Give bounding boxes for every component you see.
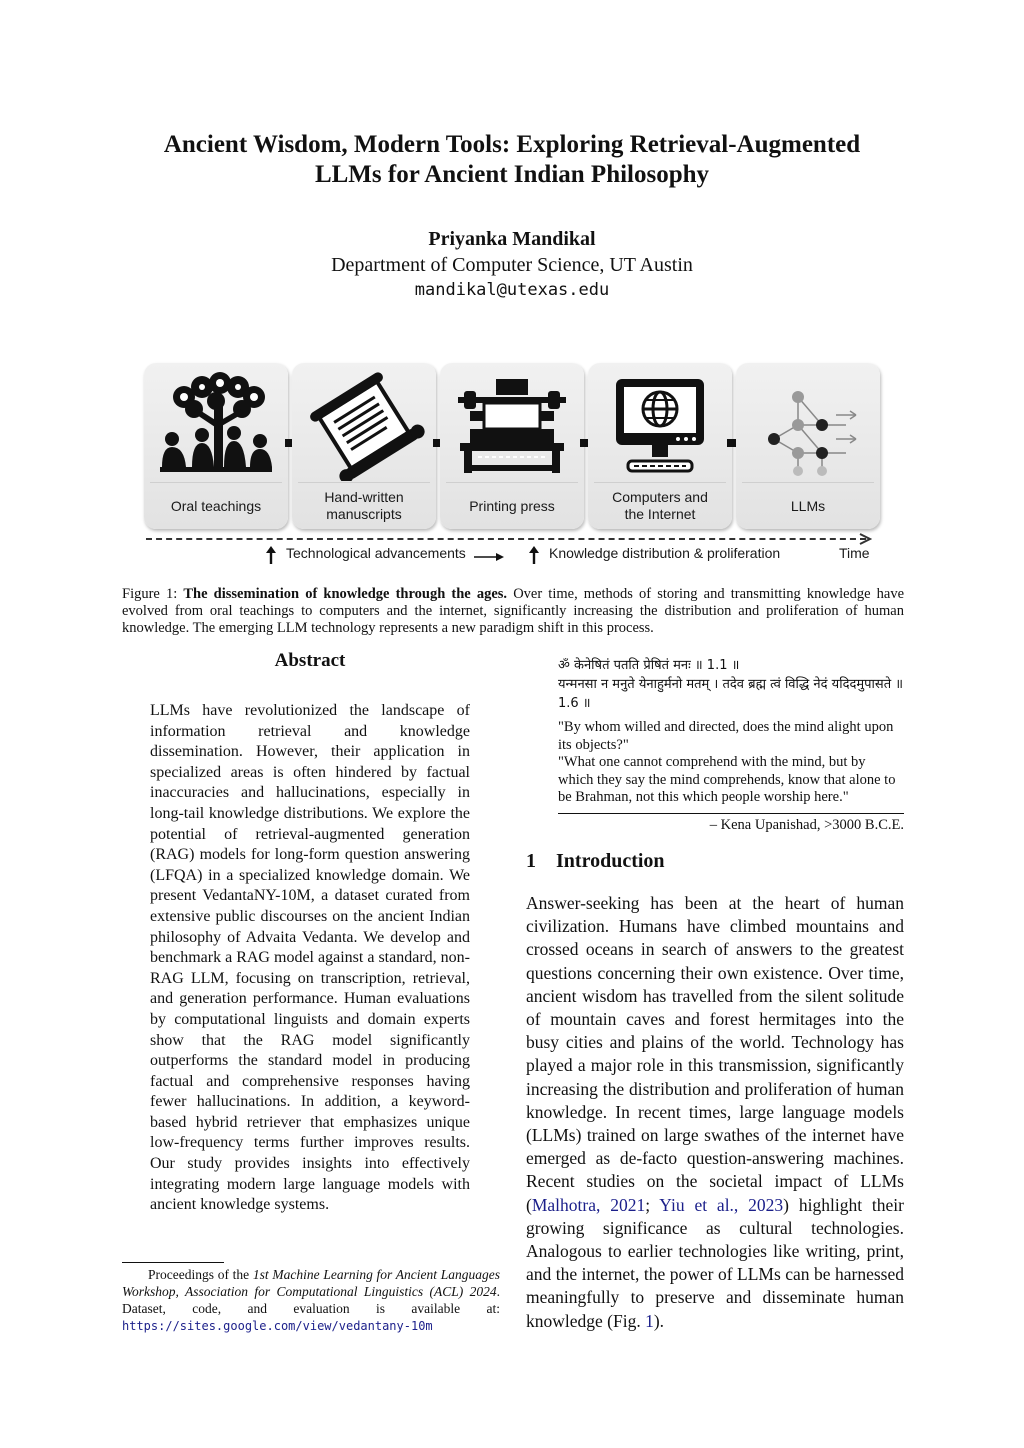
introduction-body (526, 892, 904, 1333)
footnote-url-link[interactable]: https://sites.google.com/view/vedantany-10m (122, 1319, 433, 1333)
scroll-icon (302, 369, 426, 481)
citation-yiu-link[interactable]: Yiu et al., 2023 (659, 1194, 784, 1215)
stage-printing-press (440, 363, 584, 529)
stage-label-manuscripts: Hand-written manuscripts (324, 489, 404, 522)
paper-title-line-2: LLMs for Ancient Indian Philosophy (314, 161, 710, 188)
footnote (122, 1266, 500, 1335)
footnote-suffix: . Dataset, code, and evaluation is available at: (122, 1284, 500, 1316)
stage-label-oral-teachings: Oral teachings (170, 497, 262, 514)
long-right-arrow-icon (474, 552, 504, 562)
stage-oral-teachings (144, 363, 288, 529)
citation-malhotra-link[interactable]: Malhotra, 2021 (531, 1194, 646, 1215)
time-axis (146, 538, 866, 540)
quote-1: "By whom willed and directed, does the mind alight upon its objects?" (558, 719, 894, 753)
sanskrit-line-2: यन्मनसा न मनुते येनाहुर्मनो मतम् । तदेव ब्रह्म त्वं विद्धि नेदं यदिदमुपासते ॥ 1.6 ॥ (558, 677, 904, 711)
epigraph-translation (558, 719, 904, 807)
quote-2: "What one cannot comprehend with the mind, but by which they say the mind comprehends, know that alone to be Brahman, not this which people worship here." (558, 754, 896, 805)
intro-citation-separator: ; (645, 1194, 660, 1215)
footnote-venue: 1st Machine Learning for Ancient Languages Workshop, Association for Computational Linguistics (ACL) 2024 (122, 1267, 500, 1299)
legend-technological-advancements: Technological advancements (286, 545, 466, 561)
tree-teaching-icon (154, 369, 278, 481)
stage-computers-internet (588, 363, 732, 529)
up-arrow-icon (266, 546, 276, 564)
printing-press-icon (450, 369, 574, 481)
figure-1 (140, 360, 885, 570)
intro-text-a: Answer-seeking has been at the heart of human civilization. Humans have climbed mountains and crossed oceans in search of answers to the greatest questions concerning their own existence. Over time, ancient wisdom has travelled from the silent solitude of mountain caves and forest hermitages into the busy cities and plains of the world. Technology has played a major role in this transmission, significantly increasing the distribution and proliferation of human knowledge. In recent times, large language models (LLMs) trained on large swathes of the internet have emerged as de-facto question-answering machines. Recent studies on the societal impact of LLMs ( (526, 893, 904, 1215)
section-number: 1 (526, 850, 536, 872)
caption-text: Over time, methods of storing and transmitting knowledge have evolved from oral teachings to computers and the internet, significantly increasing the distribution and proliferation of human knowledge. The emerging LLM technology represents a new paradigm shift in this process. (122, 586, 905, 636)
caption-title: The dissemination of knowledge through the ages. (183, 586, 508, 602)
section-heading-introduction (526, 850, 665, 873)
footnote-prefix: Proceedings of the (148, 1267, 253, 1282)
author-email: mandikal@utexas.edu (414, 280, 610, 300)
author-affiliation: Department of Computer Science, UT Austin (331, 254, 693, 276)
intro-text-c: ). (653, 1310, 665, 1331)
stage-label-printing-press: Printing press (469, 497, 555, 514)
stage-label-llms: LLMs (790, 497, 826, 514)
stage-label-computers-internet: Computers and the Internet (612, 489, 708, 522)
neural-network-icon (746, 369, 870, 481)
epigraph-rule (558, 813, 904, 814)
computer-globe-icon (598, 369, 722, 481)
legend-time: Time (839, 545, 870, 561)
intro-text-b: ) highlight their growing significance as cultural technologies. Analogous to earlier technologies like writing, print, and the internet, the power of LLMs can be harnessed meaningfully to preserve and disseminate human knowledge (Fig. (526, 1194, 904, 1331)
figure-ref-link[interactable]: 1 (645, 1310, 654, 1331)
sanskrit-line-1: ॐ केनेषितं पतति प्रेषितं मनः ॥ 1.1 ॥ (558, 658, 740, 673)
paper-title-line-1: Ancient Wisdom, Modern Tools: Exploring Retrieval-Augmented (163, 131, 861, 158)
paper-title (100, 130, 924, 190)
legend-knowledge-distribution: Knowledge distribution & proliferation (549, 545, 781, 561)
up-arrow-icon (529, 546, 539, 564)
author-name: Priyanka Mandikal (428, 228, 596, 250)
stage-manuscripts (292, 363, 436, 529)
abstract-heading: Abstract (274, 650, 346, 671)
footnote-rule (122, 1262, 224, 1263)
time-arrowhead-icon (858, 532, 872, 546)
caption-label: Figure 1: (122, 586, 178, 602)
epigraph-attribution: – Kena Upanishad, >3000 B.C.E. (709, 817, 904, 833)
stage-llms (736, 363, 880, 529)
sanskrit-verse (558, 656, 904, 713)
section-title: Introduction (556, 850, 665, 872)
abstract-body: LLMs have revolutionized the landscape of information retrieval and knowledge dissemination. However, their application in specialized areas is often hindered by factual inaccuracies and hallucinations, especially in long-tail knowledge distributions. We explore the potential of retrieval-augmented generation (RAG) models for long-form question answering (LFQA) in a specialized knowledge domain. We present VedantaNY-10M, a dataset curated from extensive public discourses on the ancient Indian philosophy of Advaita Vedanta. We develop and benchmark a RAG model against a standard, non-RAG LLM, focusing on transcription, retrieval, and generation performance. Human evaluations by computational linguists and domain experts show that the RAG model significantly outperforms the standard model in producing factual and comprehensive responses having fewer hallucinations. In addition, a keyword-based hybrid retriever that emphasizes unique low-frequency terms further improves results. Our study provides insights into effectively integrating modern large language models with ancient knowledge systems. (150, 702, 470, 1214)
figure-caption (122, 586, 904, 637)
